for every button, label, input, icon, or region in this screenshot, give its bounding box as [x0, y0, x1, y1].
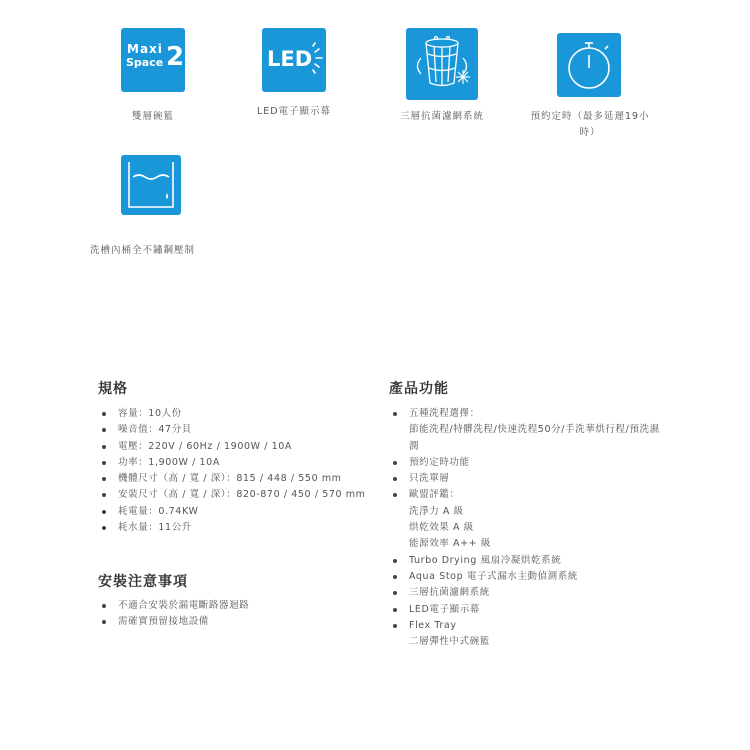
caption-line: 時）	[579, 127, 601, 138]
maxi-text: Maxi	[127, 42, 163, 56]
bullet-icon	[102, 461, 106, 465]
feature-caption	[528, 109, 652, 141]
tub-drawing	[121, 155, 181, 215]
list-item-text: 安裝尺寸（高 / 寬 / 深）：820-870 / 450 / 570 mm	[118, 489, 366, 501]
list-item	[389, 618, 674, 634]
list-subitem	[389, 520, 674, 536]
list-item-text: 機體尺寸（高 / 寬 / 深）：815 / 448 / 550 mm	[118, 473, 342, 485]
list-item-text: 耗電量：0.74KW	[118, 505, 199, 517]
list-item	[389, 553, 674, 569]
list-item-text: 容量：10人份	[118, 408, 182, 419]
list-item	[98, 471, 388, 487]
list-item	[389, 569, 674, 585]
bullet-icon	[102, 477, 106, 481]
functions-title: 產品功能	[389, 381, 449, 397]
bullet-icon	[393, 412, 397, 416]
list-subitem	[389, 634, 674, 650]
list-item	[98, 439, 388, 455]
filter-drawing	[406, 28, 478, 100]
list-item	[98, 520, 388, 536]
bullet-icon	[393, 575, 397, 579]
list-item-text: 二層彈性中式碗籃	[409, 636, 490, 648]
list-item-text: Aqua Stop 電子式漏水主動偵測系統	[409, 570, 578, 582]
stopwatch-drawing	[557, 33, 621, 97]
list-item-text: 電壓：220V / 60Hz / 1900W / 10A	[118, 440, 293, 452]
feature-caption: LED電子顯示幕	[256, 106, 332, 117]
led-text: LED	[267, 47, 313, 71]
list-subitem	[389, 439, 674, 455]
timer-icon	[557, 33, 621, 97]
led-rays	[262, 28, 326, 92]
list-item-text: Flex Tray	[409, 619, 457, 631]
bullet-icon	[393, 624, 397, 628]
feature-caption: 雙層碗籃	[131, 111, 174, 122]
list-item-text: 需確實預留接地設備	[118, 616, 209, 628]
feature-caption: 三層抗菌濾網系統	[399, 111, 484, 122]
specs-list	[98, 406, 388, 536]
list-item-text: 潤	[409, 440, 420, 452]
list-item	[98, 487, 388, 503]
maxi-space-2-icon	[121, 28, 185, 92]
list-subitem	[389, 504, 674, 520]
feature-caption: 洗槽內桶全不鏽鋼壓制	[90, 245, 196, 256]
list-item	[98, 614, 388, 630]
filter-system-icon	[406, 28, 478, 100]
list-item-text: 能源效率 A++ 級	[409, 538, 491, 550]
bullet-icon	[393, 477, 397, 481]
list-item	[389, 602, 674, 618]
list-item	[98, 455, 388, 471]
list-item	[389, 406, 674, 422]
bullet-icon	[102, 620, 106, 624]
bullet-icon	[393, 608, 397, 612]
space-text: Space	[126, 56, 164, 69]
list-item-text: 節能洗程/特髒洗程/快速洗程50分/手洗華烘行程/預洗濕	[409, 424, 660, 436]
list-item	[98, 406, 388, 422]
bullet-icon	[102, 428, 106, 432]
list-item-text: 不適合安裝於漏電斷路器迴路	[118, 600, 250, 611]
list-subitem	[389, 422, 674, 438]
list-subitem	[389, 536, 674, 552]
stainless-tub-icon	[121, 155, 181, 215]
specs-title: 規格	[98, 381, 128, 397]
list-item-text: 五種洗程選擇：	[409, 408, 480, 419]
bullet-icon	[393, 493, 397, 497]
list-item	[389, 487, 674, 503]
bullet-icon	[102, 510, 106, 514]
list-item	[389, 585, 674, 601]
list-item-text: 噪音值：47分貝	[118, 424, 192, 436]
list-item-text: 只洗單層	[409, 473, 450, 485]
maxi-space-logo	[121, 42, 185, 78]
list-item-text: LED電子顯示幕	[409, 603, 480, 615]
list-item-text: Turbo Drying 風扇冷凝烘乾系統	[409, 554, 562, 566]
bullet-icon	[393, 591, 397, 595]
list-item-text: 烘乾效果 A 級	[409, 522, 474, 534]
list-item-text: 三層抗菌濾網系統	[409, 587, 490, 599]
two-text: 2	[166, 42, 185, 72]
bullet-icon	[102, 445, 106, 449]
install-list	[98, 598, 388, 631]
bullet-icon	[102, 493, 106, 497]
list-item-text: 耗水量：11公升	[118, 522, 192, 534]
list-item	[98, 422, 388, 438]
list-item-text: 功率：1,900W / 10A	[118, 456, 220, 468]
list-item	[98, 504, 388, 520]
functions-list	[389, 406, 674, 650]
list-item	[389, 455, 674, 471]
list-item-text: 預約定時功能	[409, 456, 470, 468]
bullet-icon	[102, 526, 106, 530]
led-display-icon	[262, 28, 326, 92]
list-item-text: 歐盟評鑑：	[409, 489, 460, 501]
list-item	[98, 598, 388, 614]
caption-line: 預約定時（最多延遲19小	[530, 111, 650, 122]
bullet-icon	[102, 412, 106, 416]
bullet-icon	[393, 559, 397, 563]
bullet-icon	[102, 604, 106, 608]
list-item-text: 洗淨力 A 級	[409, 505, 464, 517]
bullet-icon	[393, 461, 397, 465]
list-item	[389, 471, 674, 487]
install-title: 安裝注意事項	[98, 574, 188, 590]
